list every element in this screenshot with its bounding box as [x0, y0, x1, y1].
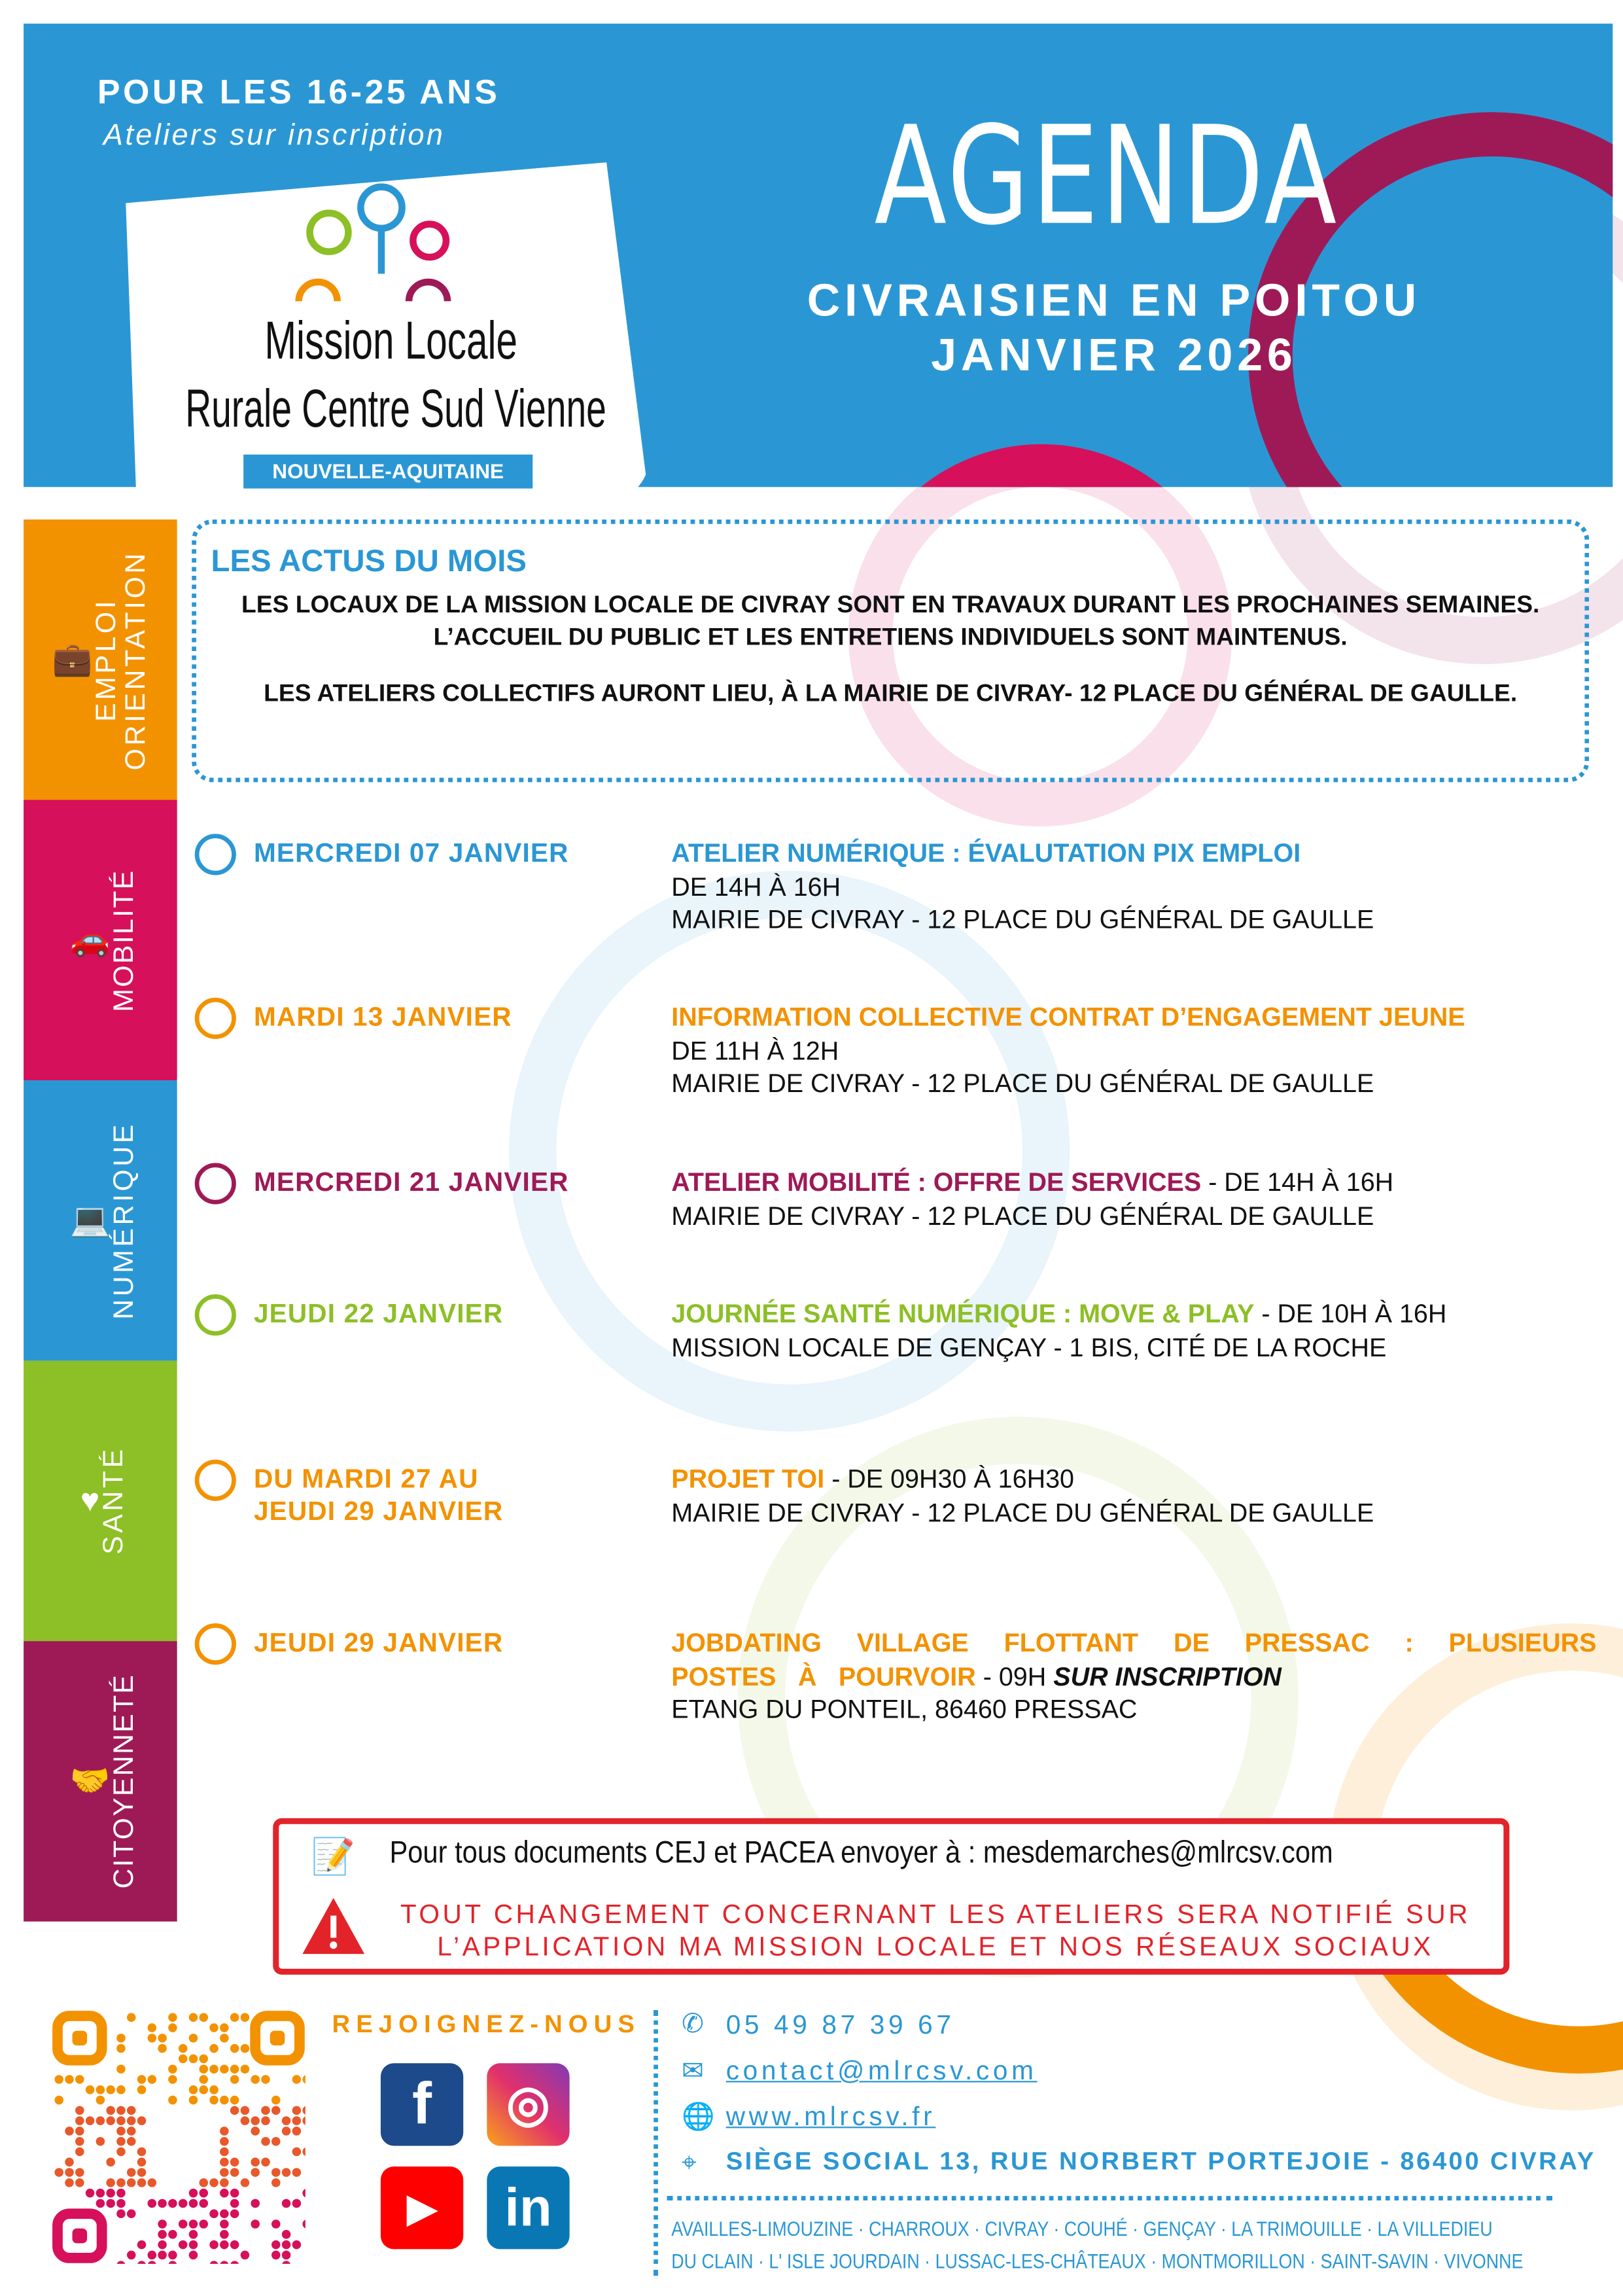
event-date: JEUDI 22 JANVIER — [253, 1298, 504, 1328]
event-time: DE 11H À 12H — [671, 1035, 839, 1065]
event-time: - 09H — [975, 1661, 1054, 1691]
decor-ring-header-pink — [850, 444, 1233, 487]
event-title: PROJET TOI — [671, 1464, 825, 1494]
registration-note: SUR INSCRIPTION — [1053, 1661, 1282, 1691]
towns-line-2: DU CLAIN · L' ISLE JOURDAIN · LUSSAC-LES-CHÂTEAUX · MONTMORILLON · SAINT-SAVIN · VIVONNE — [671, 2249, 1524, 2273]
handshake-icon: 🤝 — [69, 1762, 111, 1799]
bullet-circle-icon — [195, 834, 236, 875]
logo-name-line1: Mission Locale — [264, 309, 518, 371]
news-line-1: LES LOCAUX DE LA MISSION LOCALE DE CIVRAY SONT EN TRAVAUX DURANT LES PROCHAINES SEMAINES. — [241, 592, 1540, 619]
event-location: MAIRIE DE CIVRAY - 12 PLACE DU GÉNÉRAL DE GAULLE — [671, 904, 1374, 934]
sidebar-item-numerique: 💻 NUMÉRIQUE — [24, 1080, 177, 1361]
bullet-circle-icon — [195, 1460, 236, 1501]
event-title: JOBDATING VILLAGE FLOTTANT DE PRESSAC : PLUSIEURS POSTES À POURVOIR — [671, 1627, 1597, 1691]
event-date: JEUDI 29 JANVIER — [253, 1627, 504, 1657]
globe-icon: 🌐 — [682, 2101, 715, 2131]
mission-locale-logo-icon — [281, 180, 502, 304]
event-title: ATELIER NUMÉRIQUE : ÉVALUTATION PIX EMPLOI — [671, 838, 1301, 868]
facebook-icon[interactable]: f — [381, 2063, 463, 2146]
sidebar-item-citoyennete: 🤝 CITOYENNETÉ — [24, 1641, 177, 1922]
region-badge: NOUVELLE-AQUITAINE — [243, 455, 532, 489]
event-date: DU MARDI 27 AU JEUDI 29 JANVIER — [253, 1464, 504, 1527]
workshop-tagline: Ateliers sur inscription — [103, 119, 445, 152]
warning-text: TOUT CHANGEMENT CONCERNANT LES ATELIERS SERA NOTIFIÉ SUR L’APPLICATION MA MISSION LOCALE ET NOS RÉSEAUX SOCIAUX — [400, 1899, 1471, 1962]
event-time: - DE 10H À 16H — [1254, 1298, 1447, 1328]
heart-icon: ♥ — [80, 1481, 100, 1519]
linkedin-icon[interactable]: in — [487, 2166, 569, 2249]
instagram-icon[interactable]: ◎ — [487, 2063, 569, 2146]
event-location: MAIRIE DE CIVRAY - 12 PLACE DU GÉNÉRAL DE GAULLE — [671, 1200, 1374, 1230]
event-title: JOURNÉE SANTÉ NUMÉRIQUE : MOVE & PLAY — [671, 1298, 1255, 1328]
event-location: ETANG DU PONTEIL, 86460 PRESSAC — [671, 1694, 1138, 1724]
event-date: MERCREDI 07 JANVIER — [253, 838, 569, 868]
sidebar-item-mobilite: 🚗 MOBILITÉ — [24, 800, 177, 1080]
website-link[interactable]: www.mlrcsv.fr — [725, 2101, 936, 2131]
email-icon: ✉ — [682, 2055, 705, 2086]
sidebar-item-sante: ♥ SANTÉ — [24, 1361, 177, 1642]
event-title: ATELIER MOBILITÉ : OFFRE DE SERVICES — [671, 1167, 1202, 1197]
event-time: DE 14H À 16H — [671, 871, 841, 901]
divider — [654, 2010, 658, 2276]
news-line-2: L’ACCUEIL DU PUBLIC ET LES ENTRETIENS INDIVIDUELS SONT MAINTENUS. — [433, 624, 1348, 651]
phone-number[interactable]: 05 49 87 39 67 — [725, 2009, 955, 2040]
briefcase-icon: 💼 — [52, 640, 93, 678]
subtitle-territory: CIVRAISIEN EN POITOU — [807, 274, 1422, 327]
news-title: LES ACTUS DU MOIS — [211, 544, 527, 579]
logo-name-line2: Rurale Centre Sud Vienne — [185, 378, 606, 438]
bullet-circle-icon — [195, 998, 236, 1039]
qr-code-icon[interactable] — [52, 2010, 305, 2264]
event-date: MARDI 13 JANVIER — [253, 1002, 512, 1032]
page-title: AGENDA — [874, 97, 1339, 256]
event-time: - DE 14H À 16H — [1201, 1167, 1394, 1197]
headquarters-address: SIÈGE SOCIAL 13, RUE NORBERT PORTEJOIE - 86400 CIVRAY — [725, 2147, 1596, 2176]
event-location: MISSION LOCALE DE GENÇAY - 1 BIS, CITÉ DE LA ROCHE — [671, 1332, 1387, 1362]
documents-instruction: Pour tous documents CEJ et PACEA envoyer à : mesdemarches@mlrcsv.com — [389, 1835, 1333, 1870]
bullet-circle-icon — [195, 1623, 236, 1665]
news-line-3: LES ATELIERS COLLECTIFS AURONT LIEU, À LA MAIRIE DE CIVRAY- 12 PLACE DU GÉNÉRAL DE GAULLE. — [264, 680, 1518, 707]
event-title: INFORMATION COLLECTIVE CONTRAT D’ENGAGEMENT JEUNE — [671, 1002, 1465, 1032]
bullet-circle-icon — [195, 1294, 236, 1335]
bullet-circle-icon — [195, 1163, 236, 1204]
email-link[interactable]: contact@mlrcsv.com — [725, 2055, 1038, 2086]
youtube-icon[interactable]: ▶ — [381, 2166, 463, 2249]
join-us-label: REJOIGNEZ-NOUS — [332, 2009, 640, 2038]
notice-box — [273, 1818, 1509, 1975]
car-icon: 🚗 — [69, 921, 111, 958]
sidebar-item-emploi-orientation: 💼 EMPLOI ORIENTATION — [24, 520, 177, 800]
event-date: MERCREDI 21 JANVIER — [253, 1167, 569, 1197]
subtitle-month: JANVIER 2026 — [931, 328, 1297, 381]
phone-icon: ✆ — [682, 2008, 705, 2038]
event-location: MAIRIE DE CIVRAY - 12 PLACE DU GÉNÉRAL DE GAULLE — [671, 1068, 1374, 1099]
warning-icon — [300, 1895, 368, 1957]
divider — [667, 2196, 1552, 2200]
news-box — [192, 520, 1589, 782]
towns-line-1: AVAILLES-LIMOUZINE · CHARROUX · CIVRAY · COUHÉ · GENÇAY · LA TRIMOUILLE · LA VILLEDIEU — [671, 2216, 1493, 2240]
computer-icon: 💻 — [69, 1201, 111, 1239]
document-icon: 📝 — [311, 1837, 356, 1877]
age-tagline: POUR LES 16-25 ANS — [97, 72, 500, 111]
event-time: - DE 09H30 À 16H30 — [824, 1464, 1075, 1494]
location-pin-icon: ⌖ — [682, 2147, 697, 2177]
event-location: MAIRIE DE CIVRAY - 12 PLACE DU GÉNÉRAL DE GAULLE — [671, 1497, 1374, 1527]
